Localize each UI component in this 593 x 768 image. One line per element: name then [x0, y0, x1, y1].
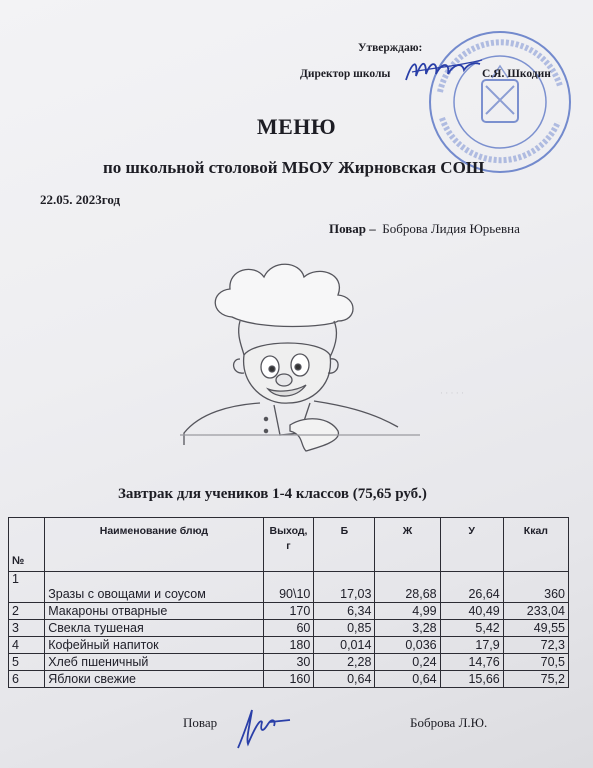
dish-fat: 4,99	[375, 603, 440, 620]
row-number: 1	[9, 572, 45, 603]
table-row	[9, 620, 569, 637]
dish-name: Макароны отварные	[45, 603, 263, 620]
faint-watermark-text: · · · · ·	[440, 388, 464, 398]
dish-name: Зразы с овощами и соусом	[45, 572, 263, 603]
column-header-number: №	[9, 518, 45, 572]
dish-carbs: 5,42	[440, 620, 503, 637]
column-header-fat: Ж	[375, 518, 440, 572]
dish-protein: 0,85	[314, 620, 375, 637]
dish-carbs: 14,76	[440, 654, 503, 671]
cook-name: Боброва Лидия Юрьевна	[382, 221, 520, 236]
dish-yield: 170	[263, 603, 314, 620]
dish-kcal: 49,55	[503, 620, 568, 637]
column-header-protein: Б	[314, 518, 375, 572]
dish-kcal: 75,2	[503, 671, 568, 688]
table-row	[9, 671, 569, 688]
table-row	[9, 603, 569, 620]
dish-carbs: 26,64	[440, 572, 503, 603]
column-header-dish: Наименование блюд	[45, 518, 263, 572]
dish-name: Свекла тушеная	[45, 620, 263, 637]
chef-illustration	[170, 255, 430, 455]
dish-protein: 6,34	[314, 603, 375, 620]
dish-name: Кофейный напиток	[45, 637, 263, 654]
table-row	[9, 654, 569, 671]
dish-fat: 0,64	[375, 671, 440, 688]
column-header-yield: Выход, г	[263, 518, 314, 572]
column-header-carbs: У	[440, 518, 503, 572]
dish-yield: 60	[263, 620, 314, 637]
footer-cook-name: Боброва Л.Ю.	[410, 715, 488, 730]
dish-name: Яблоки свежие	[45, 671, 263, 688]
director-signature	[402, 50, 484, 90]
page-title: МЕНЮ	[256, 114, 337, 139]
page-subtitle: по школьной столовой МБОУ Жирновская СОШ	[103, 158, 485, 177]
dish-carbs: 40,49	[440, 603, 503, 620]
row-number: 5	[9, 654, 45, 671]
dish-yield: 30	[263, 654, 314, 671]
dish-fat: 0,036	[375, 637, 440, 654]
dish-protein: 17,03	[314, 572, 375, 603]
dish-carbs: 15,66	[440, 671, 503, 688]
dish-yield: 180	[263, 637, 314, 654]
dish-name: Хлеб пшеничный	[45, 654, 263, 671]
dish-carbs: 17,9	[440, 637, 503, 654]
row-number: 2	[9, 603, 45, 620]
menu-table	[8, 517, 569, 688]
cook-line	[329, 221, 520, 237]
director-label: Директор школы	[300, 68, 391, 80]
footer-cook-label: Повар	[183, 715, 218, 730]
dish-kcal: 360	[503, 572, 568, 603]
table-row	[9, 637, 569, 654]
row-number: 6	[9, 671, 45, 688]
dish-yield: 160	[263, 671, 314, 688]
table-row	[9, 572, 569, 603]
cook-signature	[232, 704, 292, 754]
table-header-row	[9, 518, 569, 572]
dish-fat: 0,24	[375, 654, 440, 671]
table-title: Завтрак для учеников 1-4 классов (75,65 руб.)	[118, 486, 427, 502]
dish-protein: 2,28	[314, 654, 375, 671]
dish-fat: 3,28	[375, 620, 440, 637]
dish-yield: 90\10	[263, 572, 314, 603]
dish-kcal: 72,3	[503, 637, 568, 654]
director-name: С.Я. Шкодин	[482, 68, 551, 80]
menu-date: 22.05. 2023год	[40, 192, 121, 207]
dish-kcal: 233,04	[503, 603, 568, 620]
column-header-kcal: Ккал	[503, 518, 568, 572]
approval-label: Утверждаю:	[358, 42, 423, 54]
dish-kcal: 70,5	[503, 654, 568, 671]
row-number: 3	[9, 620, 45, 637]
dish-fat: 28,68	[375, 572, 440, 603]
dish-protein: 0,64	[314, 671, 375, 688]
dish-protein: 0,014	[314, 637, 375, 654]
row-number: 4	[9, 637, 45, 654]
cook-label: Повар –	[329, 221, 376, 236]
